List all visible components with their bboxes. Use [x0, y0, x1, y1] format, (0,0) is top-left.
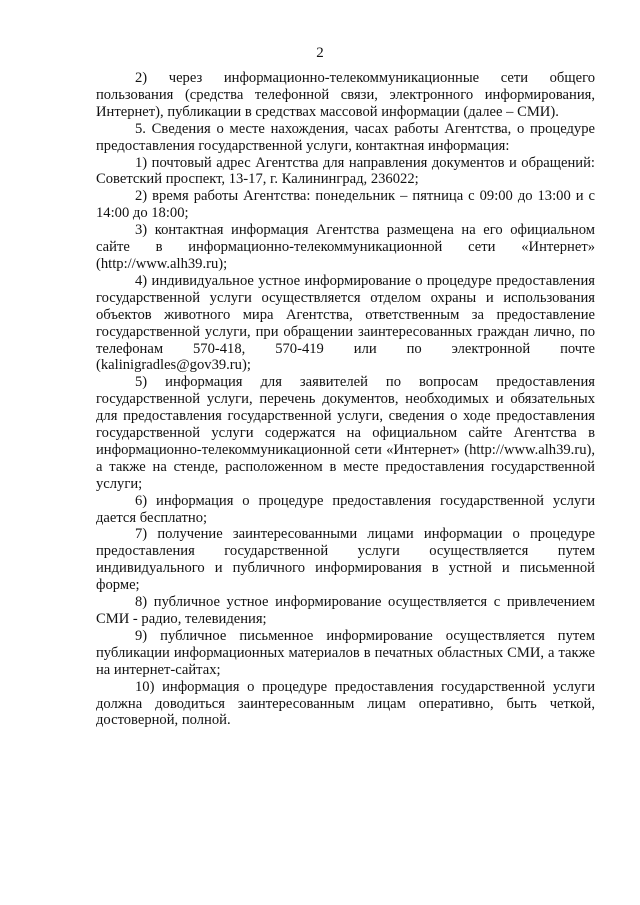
paragraph-public-written-info: 9) публичное письменное информирование осуществляется путем публикации информационных материалов в печатных областных СМИ, а также на интернет-сайтах; — [96, 627, 595, 678]
document-body — [96, 70, 595, 729]
paragraph-section-5-heading: 5. Сведения о месте нахождения, часах работы Агентства, о процедуре предоставления государственной услуги, контактная информация: — [96, 120, 595, 154]
paragraph-website-contact: 3) контактная информация Агентства размещена на его официальном сайте в информационно-телекоммуникационной сети «Интернет» (http://www.alh39.ru); — [96, 222, 595, 272]
paragraph-working-hours: 2) время работы Агентства: понедельник – пятница с 09:00 до 13:00 и с 14:00 до 18:00; — [96, 188, 595, 222]
paragraph-free-of-charge: 6) информация о процедуре предоставления государственной услуги дается бесплатно; — [96, 492, 595, 526]
paragraph-public-oral-info: 8) публичное устное информирование осуществляется с привлечением СМИ - радио, телевидения; — [96, 594, 595, 627]
paragraph-individual-oral-info: 4) индивидуальное устное информирование о процедуре предоставления государственной услуги осуществляется отделом охраны и использования объектов животного мира Агентства, ответственным за предоставление государственной услуги, при обращении заинтересованных граждан лично, по телефонам 570-418, 570-419 или по электронной почте (kalinigradles@gov39.ru); — [96, 272, 595, 374]
paragraph-postal-address: 1) почтовый адрес Агентства для направления документов и обращений: Советский проспект, 13-17, г. Калининград, 236022; — [96, 154, 595, 188]
paragraph-info-requirements: 10) информация о процедуре предоставления государственной услуги должна доводиться заинтересованным лицам оперативно, быть четкой, достоверной, полной. — [96, 678, 595, 729]
paragraph-applicant-info: 5) информация для заявителей по вопросам предоставления государственной услуги, перечень документов, необходимых и обязательных для предоставления государственной услуги, сведения о ходе предоставления государственной услуги содержатся на официальном сайте Агентства в информационно-телекоммуникационной сети «Интернет» (http://www.alh39.ru), а также на стенде, расположенном в месте предоставления государственной услуги; — [96, 374, 595, 492]
page-number: 2 — [316, 45, 324, 61]
paragraph-info-receipt: 7) получение заинтересованными лицами информации о процедуре предоставления государственной услуги осуществляется путем индивидуального и публичного информирования в устной и письменной форме; — [96, 526, 595, 594]
paragraph-item-2-channels: 2) через информационно-телекоммуникационные сети общего пользования (средства телефонной связи, электронного информирования, Интернет), публикации в средствах массовой информации (далее – СМИ). — [96, 70, 595, 120]
